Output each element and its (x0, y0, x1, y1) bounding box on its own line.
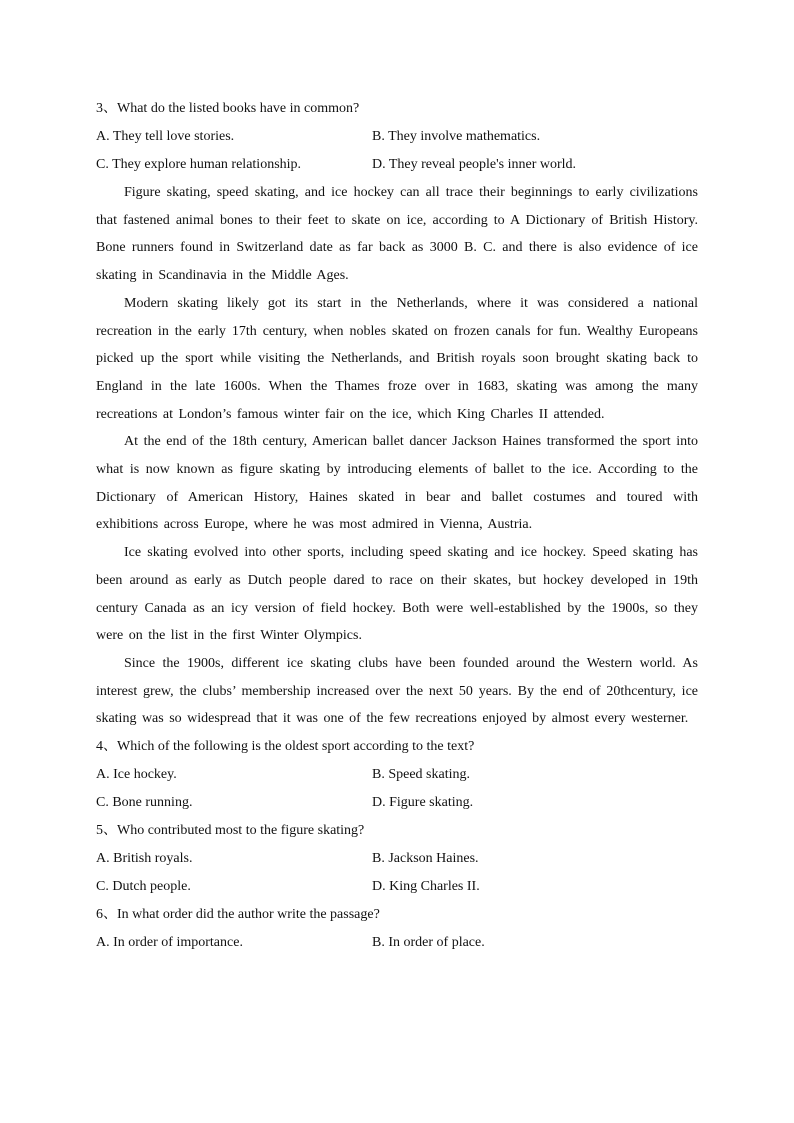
option-a: A. British royals. (96, 851, 193, 867)
question-5-options-row-2 (96, 873, 698, 901)
option-b: B. They involve mathematics. (372, 129, 541, 144)
option-c: C. They explore human relationship. (96, 157, 302, 172)
option-c: C. Dutch people. (96, 879, 191, 895)
option-d: D. They reveal people's inner world. (372, 157, 577, 172)
option-a: A. Ice hockey. (96, 767, 177, 783)
option-b: B. Jackson Haines. (372, 851, 479, 867)
option-a: A. In order of importance. (96, 935, 243, 951)
passage-paragraph-5: Since the 1900s, different ice skating clubs have been founded around the Western world. As interest grew, the clubs’ membership increased over the next 50 years. By the end of 20thcentury, ice skating was so widespread that it was one of the few recreations enjoyed by almost every westerner. (96, 655, 698, 727)
question-4-options-row-2 (96, 789, 698, 817)
option-a: A. They tell love stories. (96, 129, 235, 144)
question-6: 6、In what order did the author write the passage? (96, 907, 380, 923)
option-d: D. Figure skating. (372, 795, 474, 811)
question-5: 5、Who contributed most to the figure skating? (96, 823, 365, 839)
page-content (96, 95, 698, 957)
passage-paragraph-1: Figure skating, speed skating, and ice hockey can all trace their beginnings to early civilizations that fastened animal bones to their feet to skate on ice, according to A Dictionary of British History. Bone runners found in Switzerland date as far back as 3000 B. C. and there is also evidence of ice skating in Scandinavia in the Middle Ages. (96, 185, 698, 284)
question-5-options-row-1 (96, 845, 698, 873)
question-3: 3、What do the listed books have in common? (96, 101, 360, 116)
option-b: B. In order of place. (372, 935, 485, 951)
option-c: C. Bone running. (96, 795, 193, 811)
question-3-options-row-1 (96, 123, 698, 151)
passage-paragraph-2: Modern skating likely got its start in the Netherlands, where it was considered a national recreation in the early 17th century, when nobles skated on frozen canals for fun. Wealthy Europeans picked up the sport while visiting the Netherlands, and British royals soon brought skating back to England in the late 1600s. When the Thames froze over in 1683, skating was among the many recreations at London’s famous winter fair on the ice, which King Charles II attended. (96, 295, 698, 422)
option-d: D. King Charles II. (372, 879, 480, 895)
question-4-options-row-1 (96, 761, 698, 789)
option-b: B. Speed skating. (372, 767, 470, 783)
question-3-options-row-2 (96, 151, 698, 179)
question-4: 4、Which of the following is the oldest sport according to the text? (96, 739, 475, 755)
passage-paragraph-3: At the end of the 18th century, American ballet dancer Jackson Haines transformed the sport into what is now known as figure skating by introducing elements of ballet to the ice. According to the Dictionary of American History, Haines skated in bear and ballet costumes and toured with exhibitions across Europe, where he was most admired in Vienna, Austria. (96, 434, 698, 533)
question-6-options-row-1 (96, 929, 698, 957)
passage-paragraph-4: Ice skating evolved into other sports, including speed skating and ice hockey. Speed skating has been around as early as Dutch people dared to race on their skates, but hockey developed in 19th century Canada as an icy version of field hockey. Both were well-established by the 1900s, so they were on the list in the first Winter Olympics. (96, 545, 698, 644)
